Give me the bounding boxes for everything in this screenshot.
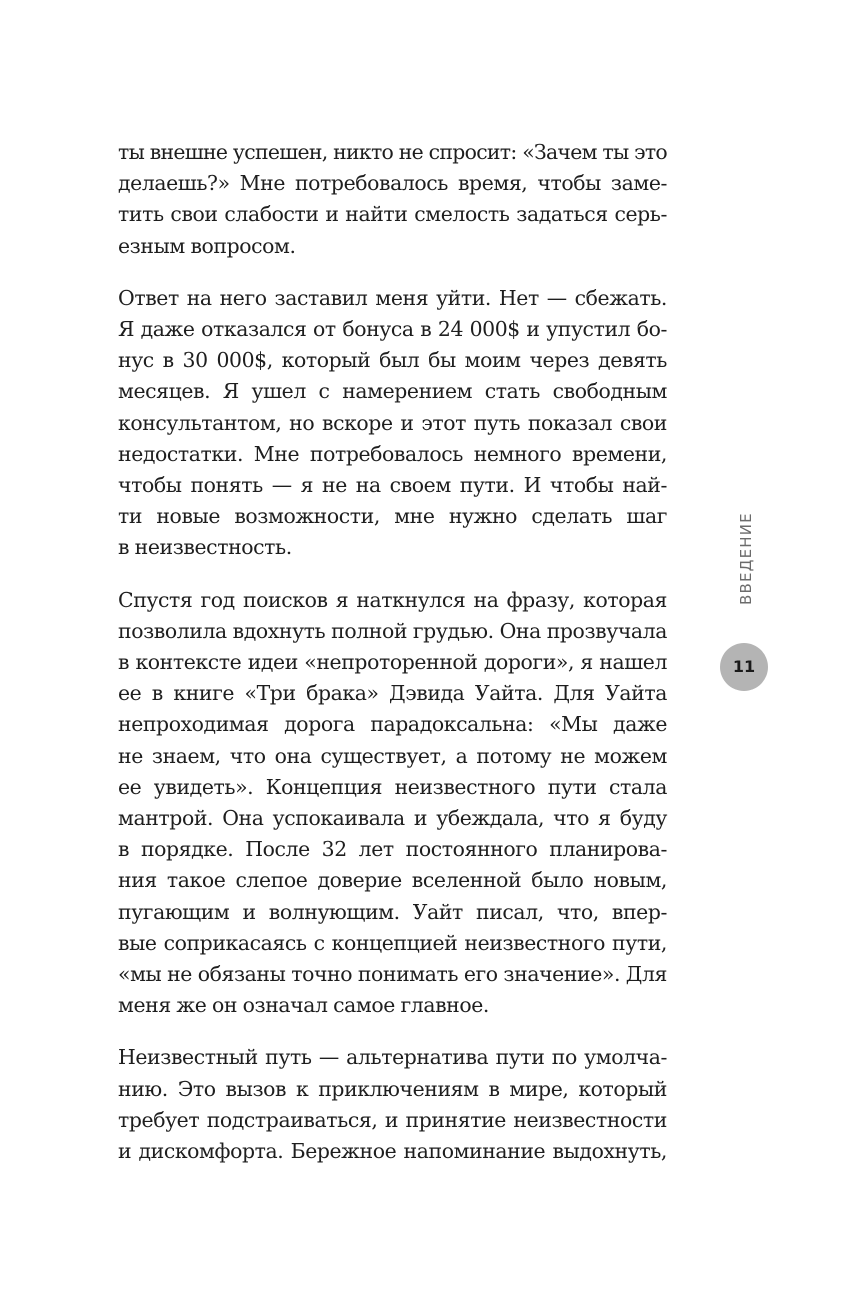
text-line: в порядке. После 32 лет постоянного планирова- xyxy=(118,837,667,862)
paragraph-2 xyxy=(118,283,667,564)
text-line: пугающим и волнующим. Уайт писал, что, впер- xyxy=(118,899,667,924)
text-line: Спустя год поисков я наткнулся на фразу, которая xyxy=(118,587,667,612)
text-line: месяцев. Я ушел с намерением стать свободным xyxy=(118,379,667,404)
text-line: езным вопросом. xyxy=(118,233,296,258)
page-number-badge: 11 xyxy=(720,643,768,691)
text-line: ния такое слепое доверие вселенной было новым, xyxy=(118,868,667,893)
text-line: консультантом, но вскоре и этот путь показал свои xyxy=(118,410,667,435)
paragraph-3 xyxy=(118,585,667,1022)
text-line: непроходимая дорога парадоксальна: «Мы даже xyxy=(118,712,667,737)
text-line: чтобы понять — я не на своем пути. И чтобы най- xyxy=(118,473,667,498)
text-line: ее увидеть». Концепция неизвестного пути стала xyxy=(118,774,667,799)
text-line: делаешь?» Мне потребовалось время, чтобы заме- xyxy=(118,171,667,196)
text-line: ты внешне успешен, никто не спросит: «Зачем ты это xyxy=(118,140,667,164)
text-line: нус в 30 000$, который был бы моим через девять xyxy=(118,348,667,373)
text-line: «мы не обязаны точно понимать его значение». Для xyxy=(118,962,667,987)
body-text xyxy=(118,137,667,1188)
text-line: вые соприкасаясь с концепцией неизвестного пути, xyxy=(118,930,667,955)
text-line: Ответ на него заставил меня уйти. Нет — сбежать. xyxy=(118,285,667,310)
paragraph-4 xyxy=(118,1042,667,1167)
text-line: тить свои слабости и найти смелость задаться серь- xyxy=(118,202,667,227)
text-line: в контексте идеи «непроторенной дороги», я нашел xyxy=(118,650,667,675)
paragraph-1 xyxy=(118,137,667,262)
text-line: нию. Это вызов к приключениям в мире, который xyxy=(118,1076,667,1101)
text-line: меня же он означал самое главное. xyxy=(118,993,489,1018)
text-line: и дискомфорта. Бережное напоминание выдохнуть, xyxy=(118,1139,667,1164)
section-tab-label: ВВЕДЕНИЕ xyxy=(737,512,755,605)
text-line: Я даже отказался от бонуса в 24 000$ и упустил бо- xyxy=(118,317,667,342)
text-line: недостатки. Мне потребовалось немного времени, xyxy=(118,441,667,466)
text-line: ти новые возможности, мне нужно сделать шаг xyxy=(118,504,667,529)
text-line: требует подстраиваться, и принятие неизвестности xyxy=(118,1107,667,1132)
text-line: ее в книге «Три брака» Дэвида Уайта. Для Уайта xyxy=(118,681,667,706)
text-line: в неизвестность. xyxy=(118,535,292,560)
text-line: мантрой. Она успокаивала и убеждала, что я буду xyxy=(118,806,667,831)
text-line: не знаем, что она существует, а потому не можем xyxy=(118,743,667,768)
text-line: позволила вдохнуть полной грудью. Она прозвучала xyxy=(118,618,667,643)
text-line: Неизвестный путь — альтернатива пути по умолча- xyxy=(118,1045,667,1070)
